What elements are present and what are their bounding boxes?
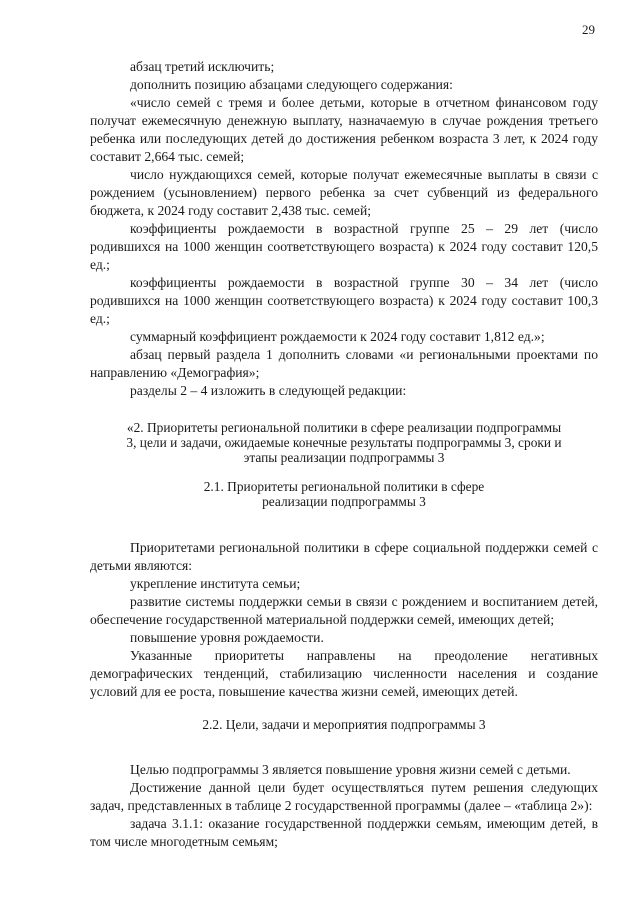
paragraph: разделы 2 – 4 изложить в следующей редакции: (130, 383, 407, 398)
paragraph: абзац первый раздела 1 дополнить словами «и региональными проектами по направлению «Демография»; (90, 347, 598, 380)
paragraph: задача 3.1.1: оказание государственной поддержки семьям, имеющим детей, в том числе многодетным семьям; (90, 816, 598, 849)
paragraph: суммарный коэффициент рождаемости к 2024 году составит 1,812 ед.»; (130, 329, 545, 344)
subsection-heading: 2.1. Приоритеты региональной политики в сфере реализации подпрограммы 3 (203, 479, 485, 509)
paragraph: повышение уровня рождаемости. (130, 630, 324, 645)
subsection-heading: 2.2. Цели, задачи и мероприятия подпрограммы 3 (202, 717, 486, 732)
paragraph: Указанные приоритеты направлены на преодоление негативных демографических тенденций, стабилизацию численности населения и создание условий для ее роста, повышение качества жизни семей, имеющих детей. (90, 648, 598, 699)
paragraph: укрепление института семьи; (130, 576, 301, 591)
paragraph: развитие системы поддержки семьи в связи с рождением и воспитанием детей, обеспечение государственной материальной поддержки семей, имеющих детей; (90, 594, 598, 627)
paragraph: абзац третий исключить; (130, 59, 275, 74)
paragraph: Достижение данной цели будет осуществляться путем решения следующих задач, представленных в таблице 2 государственной программы (далее – «таблица 2»): (90, 780, 598, 813)
paragraph: число нуждающихся семей, которые получат ежемесячные выплаты в связи с рождением (усыновлением) первого ребенка за счет субвенций из федерального бюджета, к 2024 году составит 2,438 тыс. семей; (90, 167, 598, 218)
document-body (90, 58, 598, 851)
section-heading: «2. Приоритеты региональной политики в сфере реализации подпрограммы 3, цели и задачи, ожидаемые конечные результаты подпрограммы 3, сроки и этапы реализации подпрограммы 3 (126, 420, 562, 465)
paragraph: коэффициенты рождаемости в возрастной группе 30 – 34 лет (число родившихся на 1000 женщин соответствующего возраста) к 2024 году составит 100,3 ед.; (90, 275, 598, 326)
paragraph: Целью подпрограммы 3 является повышение уровня жизни семей с детьми. (130, 762, 571, 777)
paragraph: Приоритетами региональной политики в сфере социальной поддержки семей с детьми являются: (90, 540, 598, 573)
paragraph: «число семей с тремя и более детьми, которые в отчетном финансовом году получат ежемесячную денежную выплату, назначаемую в случае рождения третьего ребенка или последующих детей до достижения ребенком возраста 3 лет, к 2024 году составит 2,664 тыс. семей; (90, 95, 598, 164)
paragraph: дополнить позицию абзацами следующего содержания: (130, 77, 453, 92)
paragraph: коэффициенты рождаемости в возрастной группе 25 – 29 лет (число родившихся на 1000 женщин соответствующего возраста) к 2024 году составит 120,5 ед.; (90, 221, 598, 272)
page-number: 29 (582, 22, 595, 37)
